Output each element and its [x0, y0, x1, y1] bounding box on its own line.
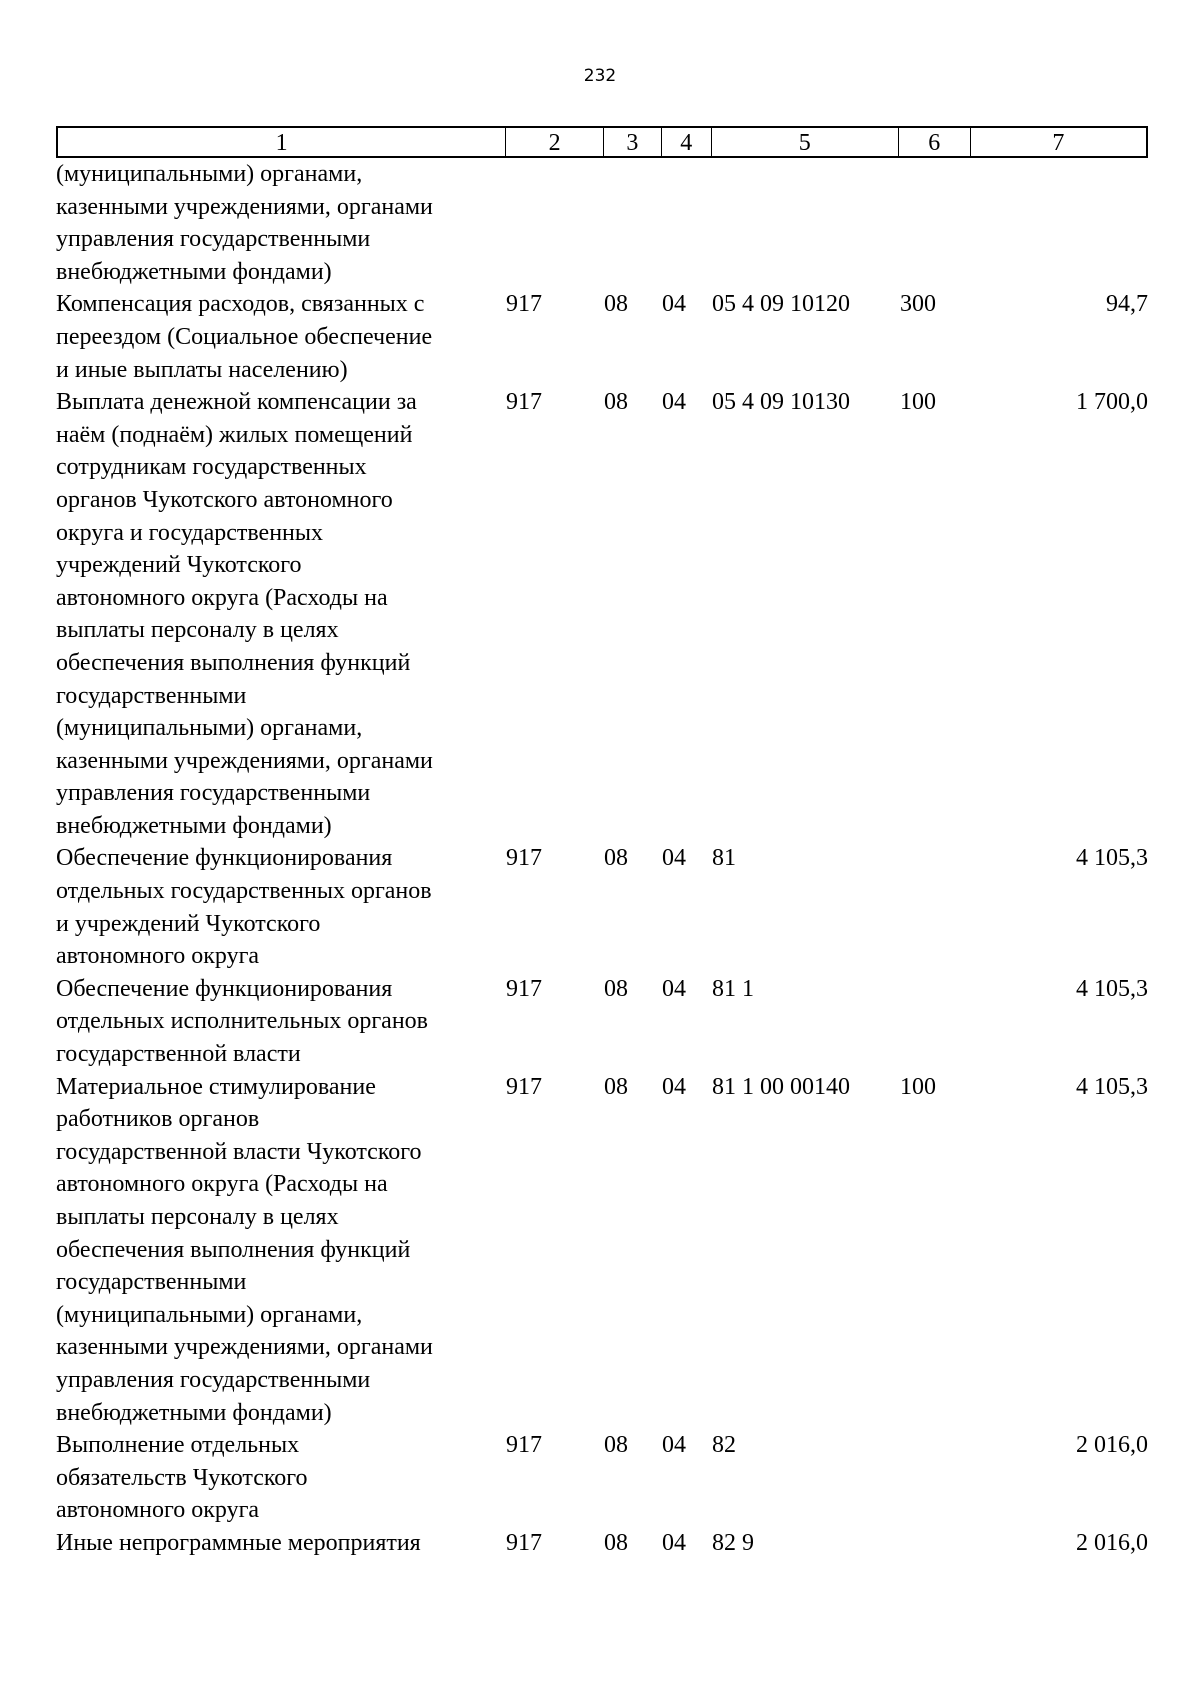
- row-section-code: 08: [604, 845, 628, 872]
- row-amount: 2 016,0: [1076, 1432, 1148, 1459]
- row-target-article: 82 9: [712, 1529, 754, 1556]
- row-expense-type: 300: [900, 291, 936, 318]
- row-ministry-code: 917: [506, 1073, 542, 1100]
- row-target-article: [712, 158, 900, 288]
- description-line: казенными учреждениями, органами: [56, 1334, 433, 1361]
- row-section-code: 08: [604, 1432, 628, 1459]
- description-line: округа и государственных: [56, 519, 324, 546]
- row-target-article: 82: [712, 1432, 736, 1459]
- header-col-6: 6: [899, 128, 971, 156]
- table-row: [56, 288, 1148, 386]
- description-line: управления государственными: [56, 1366, 371, 1393]
- row-section-code: 08: [604, 1529, 628, 1556]
- budget-table: [56, 126, 1148, 1560]
- row-section-code: 08: [604, 389, 628, 416]
- description-line: Материальное стимулирование: [56, 1073, 376, 1100]
- description-line: государственной власти Чукотского: [56, 1138, 422, 1165]
- row-amount: 1 700,0: [1076, 389, 1148, 416]
- table-row: [56, 158, 1148, 288]
- description-line: переездом (Социальное обеспечение: [56, 323, 433, 350]
- description-line: управления государственными: [56, 780, 371, 807]
- row-description: [56, 1071, 506, 1430]
- table-body: [56, 158, 1148, 1560]
- description-line: Иные непрограммные мероприятия: [56, 1529, 421, 1556]
- description-line: (муниципальными) органами,: [56, 1301, 363, 1328]
- description-line: (муниципальными) органами,: [56, 161, 363, 187]
- row-section-code: 08: [604, 291, 628, 318]
- row-description: [56, 288, 506, 386]
- header-col-1: 1: [58, 128, 506, 156]
- description-line: государственными: [56, 682, 247, 709]
- row-ministry-code: 917: [506, 291, 542, 318]
- description-line: и иные выплаты населению): [56, 356, 348, 383]
- row-ministry-code: 917: [506, 975, 542, 1002]
- header-col-3: 3: [604, 128, 662, 156]
- row-target-article: 05 4 09 10130: [712, 389, 850, 416]
- table-row: [56, 842, 1148, 972]
- row-subsection-code: [662, 158, 712, 288]
- description-line: сотрудникам государственных: [56, 454, 367, 481]
- description-line: Обеспечение функционирования: [56, 845, 393, 872]
- description-line: работников органов: [56, 1106, 260, 1133]
- table-row: [56, 386, 1148, 842]
- row-description: [56, 842, 506, 972]
- row-subsection-code: 04: [662, 845, 686, 872]
- row-subsection-code: 04: [662, 291, 686, 318]
- row-description: [56, 386, 506, 842]
- header-col-2: 2: [506, 128, 604, 156]
- description-line: внебюджетными фондами): [56, 1399, 332, 1426]
- row-amount: 4 105,3: [1076, 845, 1148, 872]
- row-ministry-code: 917: [506, 389, 542, 416]
- row-amount: 4 105,3: [1076, 975, 1148, 1002]
- description-line: государственными: [56, 1269, 247, 1296]
- table-row: [56, 1071, 1148, 1430]
- table-header-row: [56, 126, 1148, 158]
- table-row: [56, 1527, 1148, 1560]
- row-description: [56, 1527, 506, 1560]
- row-section-code: 08: [604, 1073, 628, 1100]
- description-line: Обеспечение функционирования: [56, 975, 393, 1002]
- row-amount: 2 016,0: [1076, 1529, 1148, 1556]
- row-expense-type: [900, 842, 972, 972]
- description-line: управления государственными: [56, 226, 371, 253]
- row-description: [56, 158, 506, 288]
- row-ministry-code: 917: [506, 1432, 542, 1459]
- description-line: казенными учреждениями, органами: [56, 193, 433, 220]
- row-subsection-code: 04: [662, 1529, 686, 1556]
- row-ministry-code: [506, 158, 604, 288]
- description-line: отдельных исполнительных органов: [56, 1008, 428, 1035]
- row-expense-type: [900, 973, 972, 1071]
- description-line: обеспечения выполнения функций: [56, 649, 411, 676]
- row-expense-type: 100: [900, 389, 936, 416]
- row-subsection-code: 04: [662, 1073, 686, 1100]
- row-expense-type: [900, 1429, 972, 1527]
- row-ministry-code: 917: [506, 1529, 542, 1556]
- row-expense-type: [900, 1527, 972, 1560]
- row-ministry-code: 917: [506, 845, 542, 872]
- description-line: органов Чукотского автономного: [56, 486, 393, 513]
- row-description: [56, 1429, 506, 1527]
- description-line: обязательств Чукотского: [56, 1464, 308, 1491]
- description-line: автономного округа: [56, 943, 260, 970]
- row-description: [56, 973, 506, 1071]
- row-subsection-code: 04: [662, 975, 686, 1002]
- description-line: обеспечения выполнения функций: [56, 1236, 411, 1263]
- row-section-code: 08: [604, 975, 628, 1002]
- header-col-5: 5: [712, 128, 899, 156]
- description-line: выплаты персоналу в целях: [56, 617, 339, 644]
- description-line: автономного округа: [56, 1497, 260, 1524]
- row-expense-type: 100: [900, 1073, 936, 1100]
- description-line: внебюджетными фондами): [56, 812, 332, 839]
- row-subsection-code: 04: [662, 1432, 686, 1459]
- row-amount: 94,7: [1106, 291, 1148, 318]
- table-row: [56, 1429, 1148, 1527]
- description-line: (муниципальными) органами,: [56, 715, 363, 742]
- description-line: наём (поднаём) жилых помещений: [56, 421, 413, 448]
- description-line: автономного округа (Расходы на: [56, 584, 388, 611]
- description-line: государственной власти: [56, 1041, 301, 1068]
- description-line: Выполнение отдельных: [56, 1432, 300, 1459]
- row-target-article: 05 4 09 10120: [712, 291, 850, 318]
- row-target-article: 81: [712, 845, 736, 872]
- description-line: и учреждений Чукотского: [56, 910, 321, 937]
- table-row: [56, 973, 1148, 1071]
- row-section-code: [604, 158, 662, 288]
- description-line: казенными учреждениями, органами: [56, 747, 433, 774]
- row-subsection-code: 04: [662, 389, 686, 416]
- description-line: внебюджетными фондами): [56, 258, 332, 285]
- description-line: автономного округа (Расходы на: [56, 1171, 388, 1198]
- description-line: выплаты персоналу в целях: [56, 1204, 339, 1230]
- description-line: учреждений Чукотского: [56, 552, 302, 579]
- row-target-article: 81 1 00 00140: [712, 1073, 850, 1100]
- description-line: Компенсация расходов, связанных с: [56, 291, 425, 318]
- header-col-4: 4: [662, 128, 712, 156]
- row-expense-type: [900, 158, 972, 288]
- row-amount: [972, 158, 1148, 288]
- row-target-article: 81 1: [712, 975, 754, 1002]
- page-number: 232: [583, 66, 617, 86]
- row-amount: 4 105,3: [1076, 1073, 1148, 1100]
- description-line: Выплата денежной компенсации за: [56, 389, 417, 416]
- description-line: отдельных государственных органов: [56, 878, 432, 905]
- header-col-7: 7: [1052, 130, 1065, 156]
